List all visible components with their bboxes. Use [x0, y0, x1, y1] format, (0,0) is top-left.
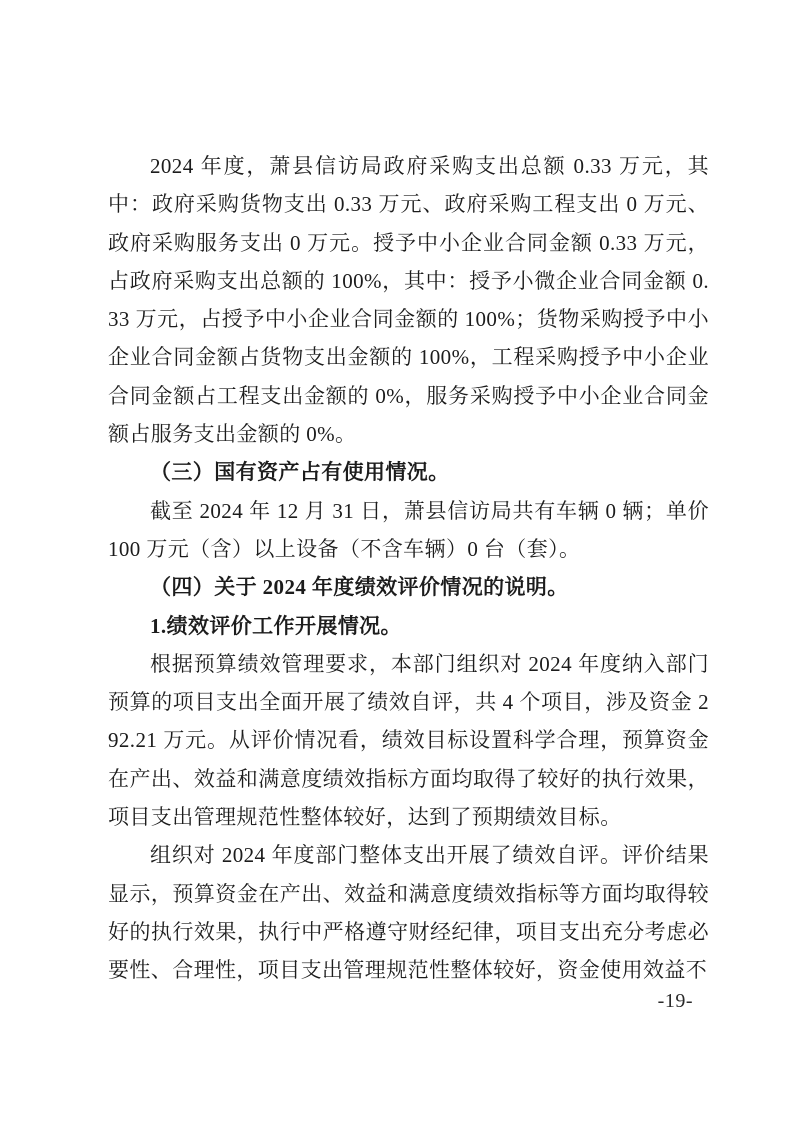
paragraph: 截至 2024 年 12 月 31 日，萧县信访局共有车辆 0 辆；单价 100 万元（含）以上设备（不含车辆）0 台（套）。	[108, 498, 709, 561]
section-heading: （三）国有资产占有使用情况。	[150, 460, 450, 485]
section-heading: 1.绩效评价工作开展情况。	[150, 613, 402, 638]
page-number: -19-	[657, 990, 693, 1012]
paragraph: 2024 年度，萧县信访局政府采购支出总额 0.33 万元，其中：政府采购货物支出 0.33 万元、政府采购工程支出 0 万元、政府采购服务支出 0 万元。授予中小企业合同金额 0.33 万元，占政府采购支出总额的 100%，其中：授予小微企业合同金额 0.33 万元，占授予中小企业合同金额的 100%；货物采购授予中小企业合同金额占货物支出金额的 100%，工程采购授予中小企业合同金额占工程支出金额的 0%，服务采购授予中小企业合同金额占服务支出金额的 0%。	[108, 154, 709, 447]
paragraph: 组织对 2024 年度部门整体支出开展了绩效自评。评价结果显示，预算资金在产出、效益和满意度绩效指标等方面均取得较好的执行效果，执行中严格遵守财经纪律，项目支出充分考虑必要性、合理性，项目支出管理规范性整体较好，资金使用效益不	[108, 843, 709, 983]
paragraph: 根据预算绩效管理要求，本部门组织对 2024 年度纳入部门预算的项目支出全面开展了绩效自评，共 4 个项目，涉及资金 292.21 万元。从评价情况看，绩效目标设置科学合理，预算资金在产出、效益和满意度绩效指标方面均取得了较好的执行效果，项目支出管理规范性整体较好，达到了预期绩效目标。	[108, 651, 709, 830]
document-body	[108, 147, 709, 990]
section-heading: （四）关于 2024 年度绩效评价情况的说明。	[150, 575, 569, 600]
